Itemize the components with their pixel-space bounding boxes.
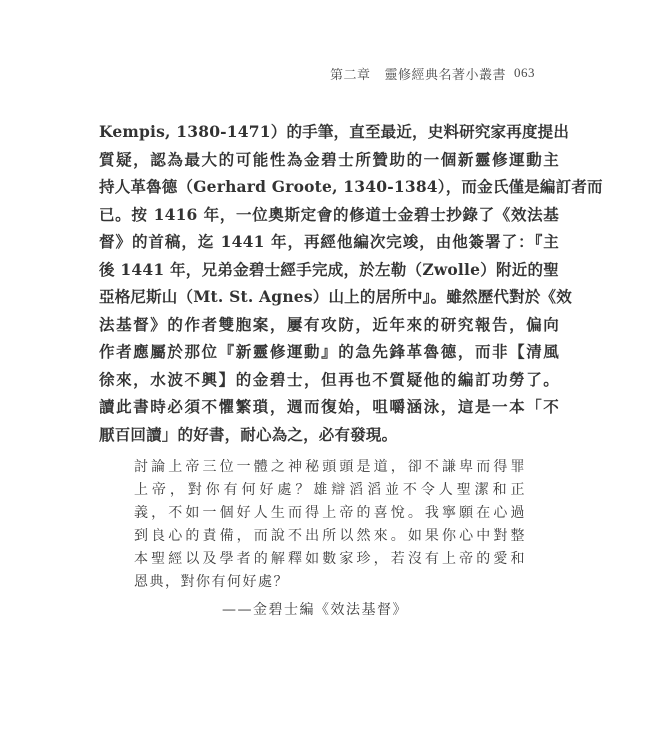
body-line: 作者應屬於那位『新靈修運動』的急先鋒革魯德，而非【清風 — [99, 342, 559, 361]
body-line: 讀此書時必須不懼繁瑣，週而復始，咀嚼涵泳，這是一本「不 — [99, 397, 559, 416]
body-line: 厭百回讀」的好書，耐心為之，必有發現。 — [99, 424, 398, 444]
quote-line: 本聖經以及學者的解釋如數家珍，若沒有上帝的愛和 — [134, 551, 526, 567]
quote-line: 義，不如一個好人生而得上帝的喜悅。我寧願在心過 — [134, 505, 526, 521]
quote-line: 恩典，對你有何好處？ — [134, 574, 289, 590]
quote-line: 討論上帝三位一體之神秘頭頭是道，卻不謙卑而得罪 — [134, 459, 526, 475]
quote-line: 上帝，對你有何好處？雄辯滔滔並不令人聖潔和正 — [134, 482, 526, 498]
body-line: 督》的首稿，迄 1441 年，再經他編次完竣，由他簽署了：『主 — [99, 232, 559, 251]
body-line: 質疑，認為最大的可能性為金碧士所贊助的一個新靈修運動主 — [99, 149, 559, 169]
chapter-label: 第二章 — [330, 67, 371, 83]
body-line: Kempis, 1380-1471）的手筆，直至最近，史料研究家再度提出 — [99, 122, 570, 141]
quote-attribution: ——金碧士編《效法基督》 — [222, 602, 408, 618]
body-line: 持人革魯德（Gerhard Groote, 1340-1384），而金氏僅是編訂者而 — [99, 177, 603, 196]
body-line: 後 1441 年，兄弟金碧士經手完成，於左勒（Zwolle）附近的聖 — [99, 259, 559, 279]
body-line: 已。按 1416 年，一位奧斯定會的修道士金碧士抄錄了《效法基 — [99, 204, 559, 224]
body-line: 徐來，水波不興】的金碧士，但再也不質疑他的編訂功勞了。 — [99, 369, 559, 389]
body-paragraph — [99, 118, 603, 448]
body-line: 法基督》的作者雙胞案，屢有攻防，近年來的研究報告，偏向 — [99, 314, 559, 334]
running-header — [330, 63, 550, 83]
section-title: 靈修經典名著小叢書 — [384, 67, 507, 83]
body-line: 亞格尼斯山（Mt. St. Agnes）山上的居所中』。雖然歷代對於《效 — [99, 287, 572, 306]
block-quote — [134, 456, 526, 594]
quote-line: 到良心的責備，而說不出所以然來。如果你心中對整 — [134, 528, 526, 544]
page-number: 063 — [514, 65, 536, 80]
